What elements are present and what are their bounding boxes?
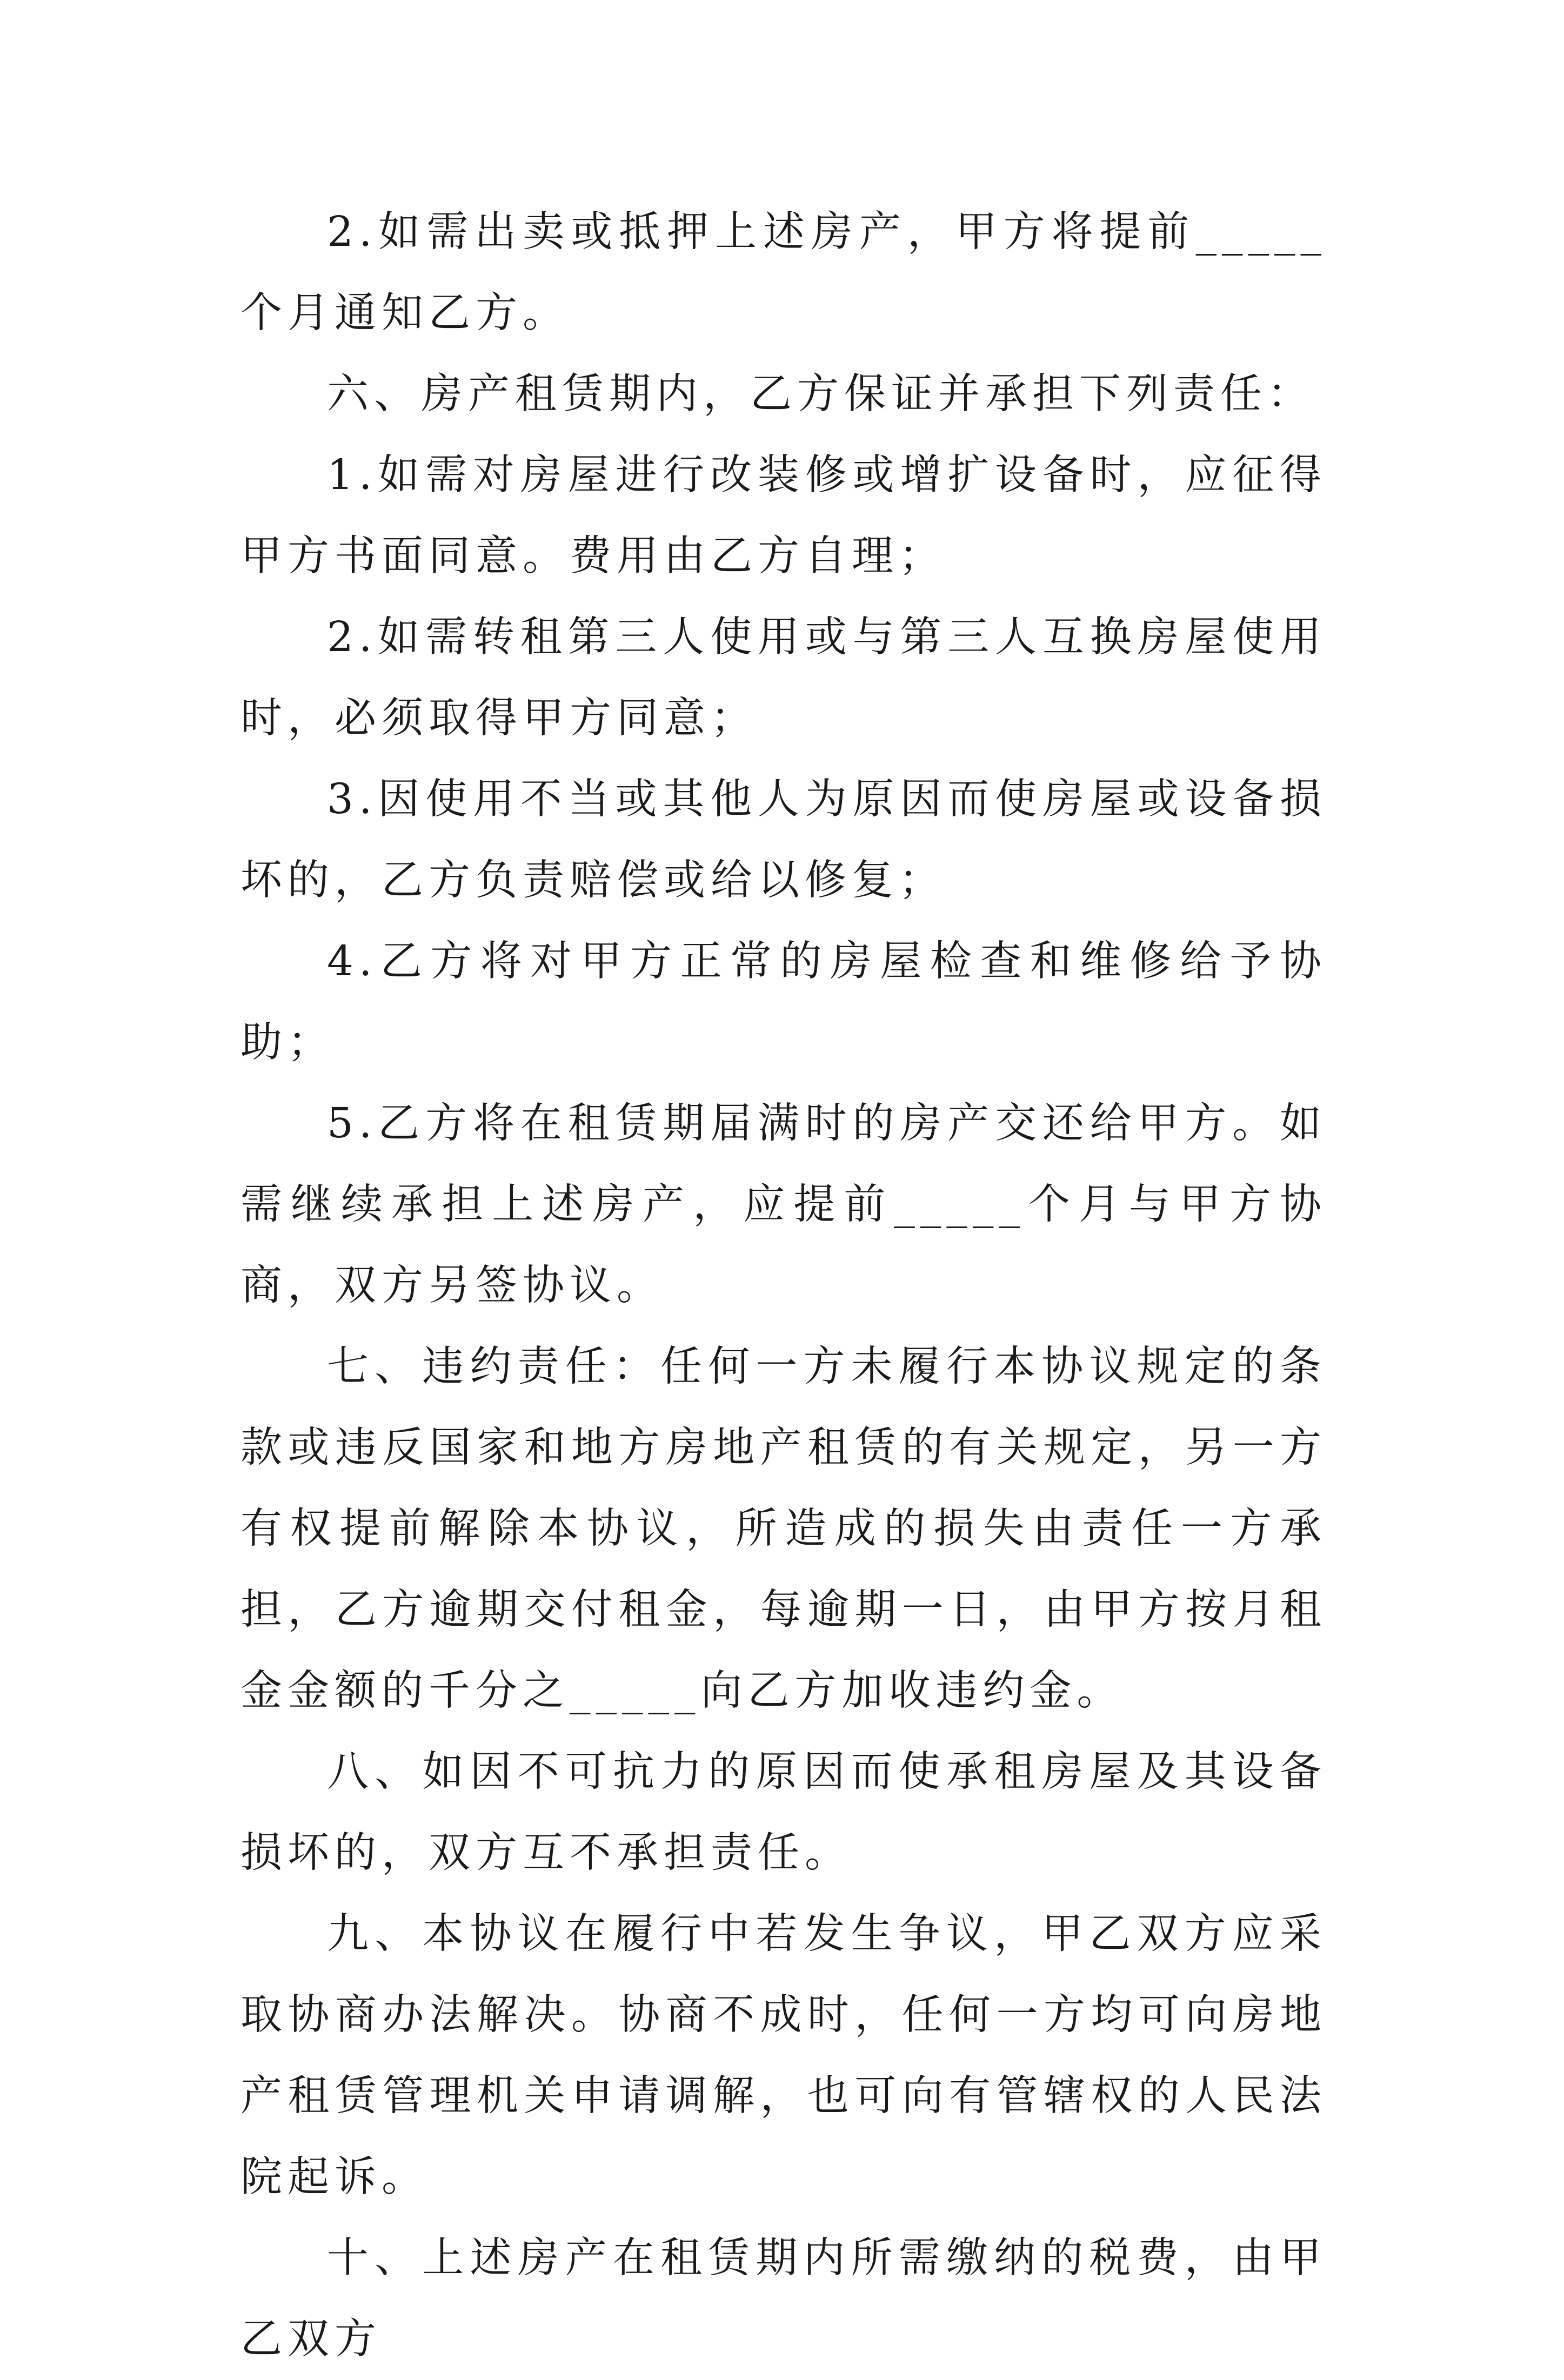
paragraph-clause-6-2: 2.如需转租第三人使用或与第三人互换房屋使用时，必须取得甲方同意； [240, 613, 1327, 742]
paragraph-section-8: 八、如因不可抗力的原因而使承租房屋及其设备损坏的，双方互不承担责任。 [240, 1748, 1327, 1877]
paragraph-clause-6-3: 3.因使用不当或其他人为原因而使房屋或设备损坏的，乙方负责赔偿或给以修复； [240, 775, 1327, 904]
paragraph-section-6-heading: 六、房产租赁期内，乙方保证并承担下列责任： [327, 370, 1314, 418]
paragraph-clause-6-5: 5.乙方将在租赁期届满时的房产交还给甲方。如需继续承担上述房产，应提前_____个月与甲方协商，双方另签协议。 [240, 1100, 1327, 1310]
paragraph-section-10: 十、上述房产在租赁期内所需缴纳的税费，由甲乙双方 [240, 2234, 1327, 2363]
document-body [240, 192, 1327, 2380]
paragraph-section-7: 七、违约责任：任何一方未履行本协议规定的条款或违反国家和地方房地产租赁的有关规定，另一方有权提前解除本协议，所造成的损失由责任一方承担，乙方逾期交付租金，每逾期一日，由甲方按月租金金额的千分之_____向乙方加收违约金。 [240, 1343, 1327, 1715]
paragraph-clause-6-1: 1.如需对房屋进行改装修或增扩设备时，应征得甲方书面同意。费用由乙方自理； [240, 451, 1327, 580]
paragraph-clause-6-4: 4.乙方将对甲方正常的房屋检查和维修给予协助； [240, 937, 1327, 1067]
paragraph-clause-5-2: 2.如需出卖或抵押上述房产，甲方将提前_____个月通知乙方。 [240, 208, 1327, 337]
paragraph-section-9: 九、本协议在履行中若发生争议，甲乙双方应采取协商办法解决。协商不成时，任何一方均可向房地产租赁管理机关申请调解，也可向有管辖权的人民法院起诉。 [240, 1910, 1327, 2201]
